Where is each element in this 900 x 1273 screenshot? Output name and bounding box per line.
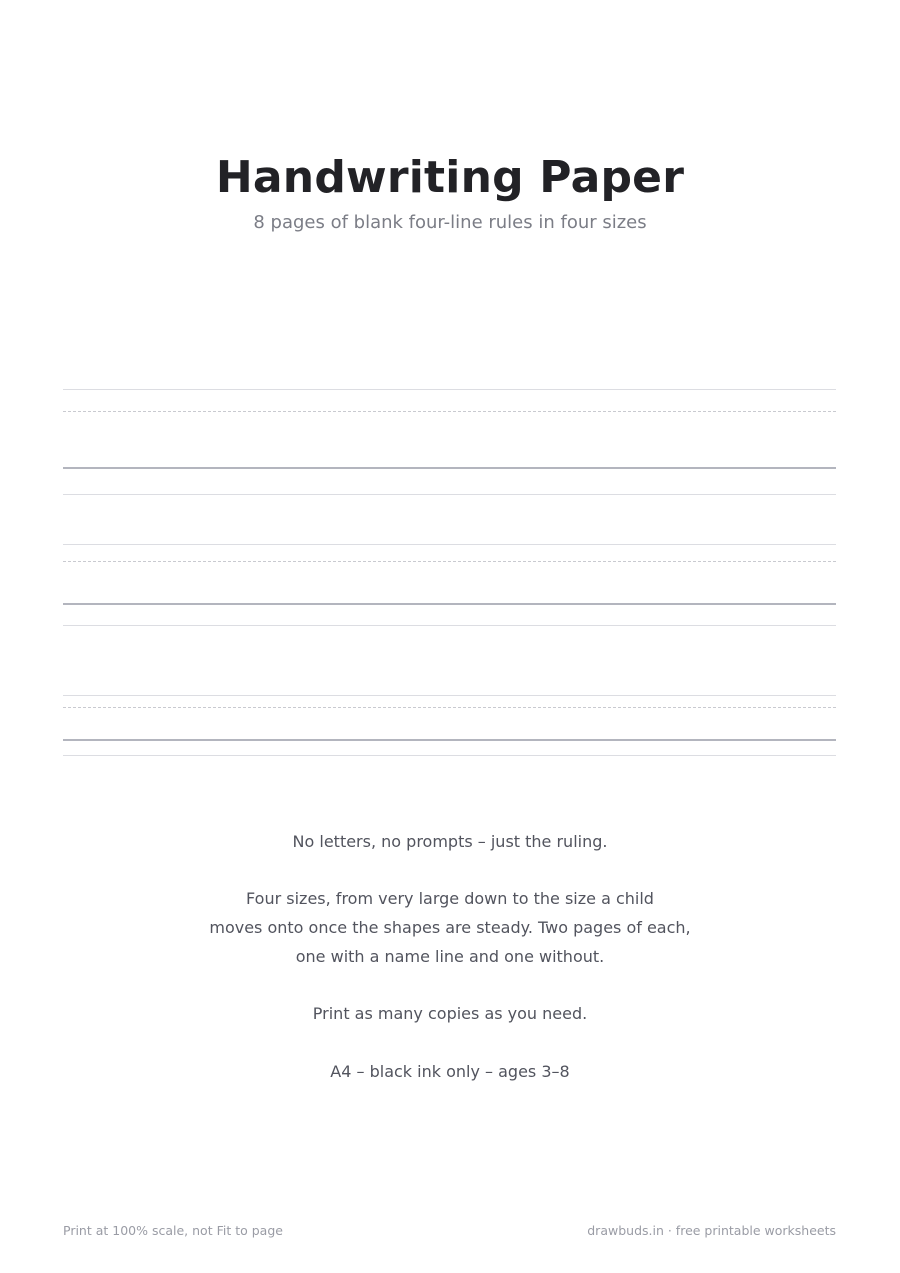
- description-line: moves onto once the shapes are steady. Two pages of each,: [209, 918, 691, 937]
- baseline: [63, 467, 836, 469]
- description-line: Print as many copies as you need.: [312, 1004, 588, 1023]
- ascender-line: [63, 389, 836, 390]
- midline: [63, 707, 836, 708]
- print-instruction: Print at 100% scale, not Fit to page: [63, 1223, 283, 1238]
- descender-line: [63, 494, 836, 495]
- ascender-line: [63, 695, 836, 696]
- baseline: [63, 739, 836, 741]
- description-line: one with a name line and one without.: [295, 947, 605, 966]
- specs-line: A4 – black ink only – ages 3–8: [330, 1062, 570, 1081]
- descender-line: [63, 625, 836, 626]
- midline: [63, 561, 836, 562]
- midline: [63, 411, 836, 412]
- page-subtitle: 8 pages of blank four-line rules in four sizes: [253, 212, 647, 233]
- site-credit: drawbuds.in · free printable worksheets: [587, 1223, 836, 1238]
- description-line: Four sizes, from very large down to the size a child: [246, 889, 654, 908]
- page-title: Handwriting Paper: [215, 152, 685, 203]
- description-line: No letters, no prompts – just the ruling.: [292, 832, 608, 851]
- ascender-line: [63, 544, 836, 545]
- descender-line: [63, 755, 836, 756]
- baseline: [63, 603, 836, 605]
